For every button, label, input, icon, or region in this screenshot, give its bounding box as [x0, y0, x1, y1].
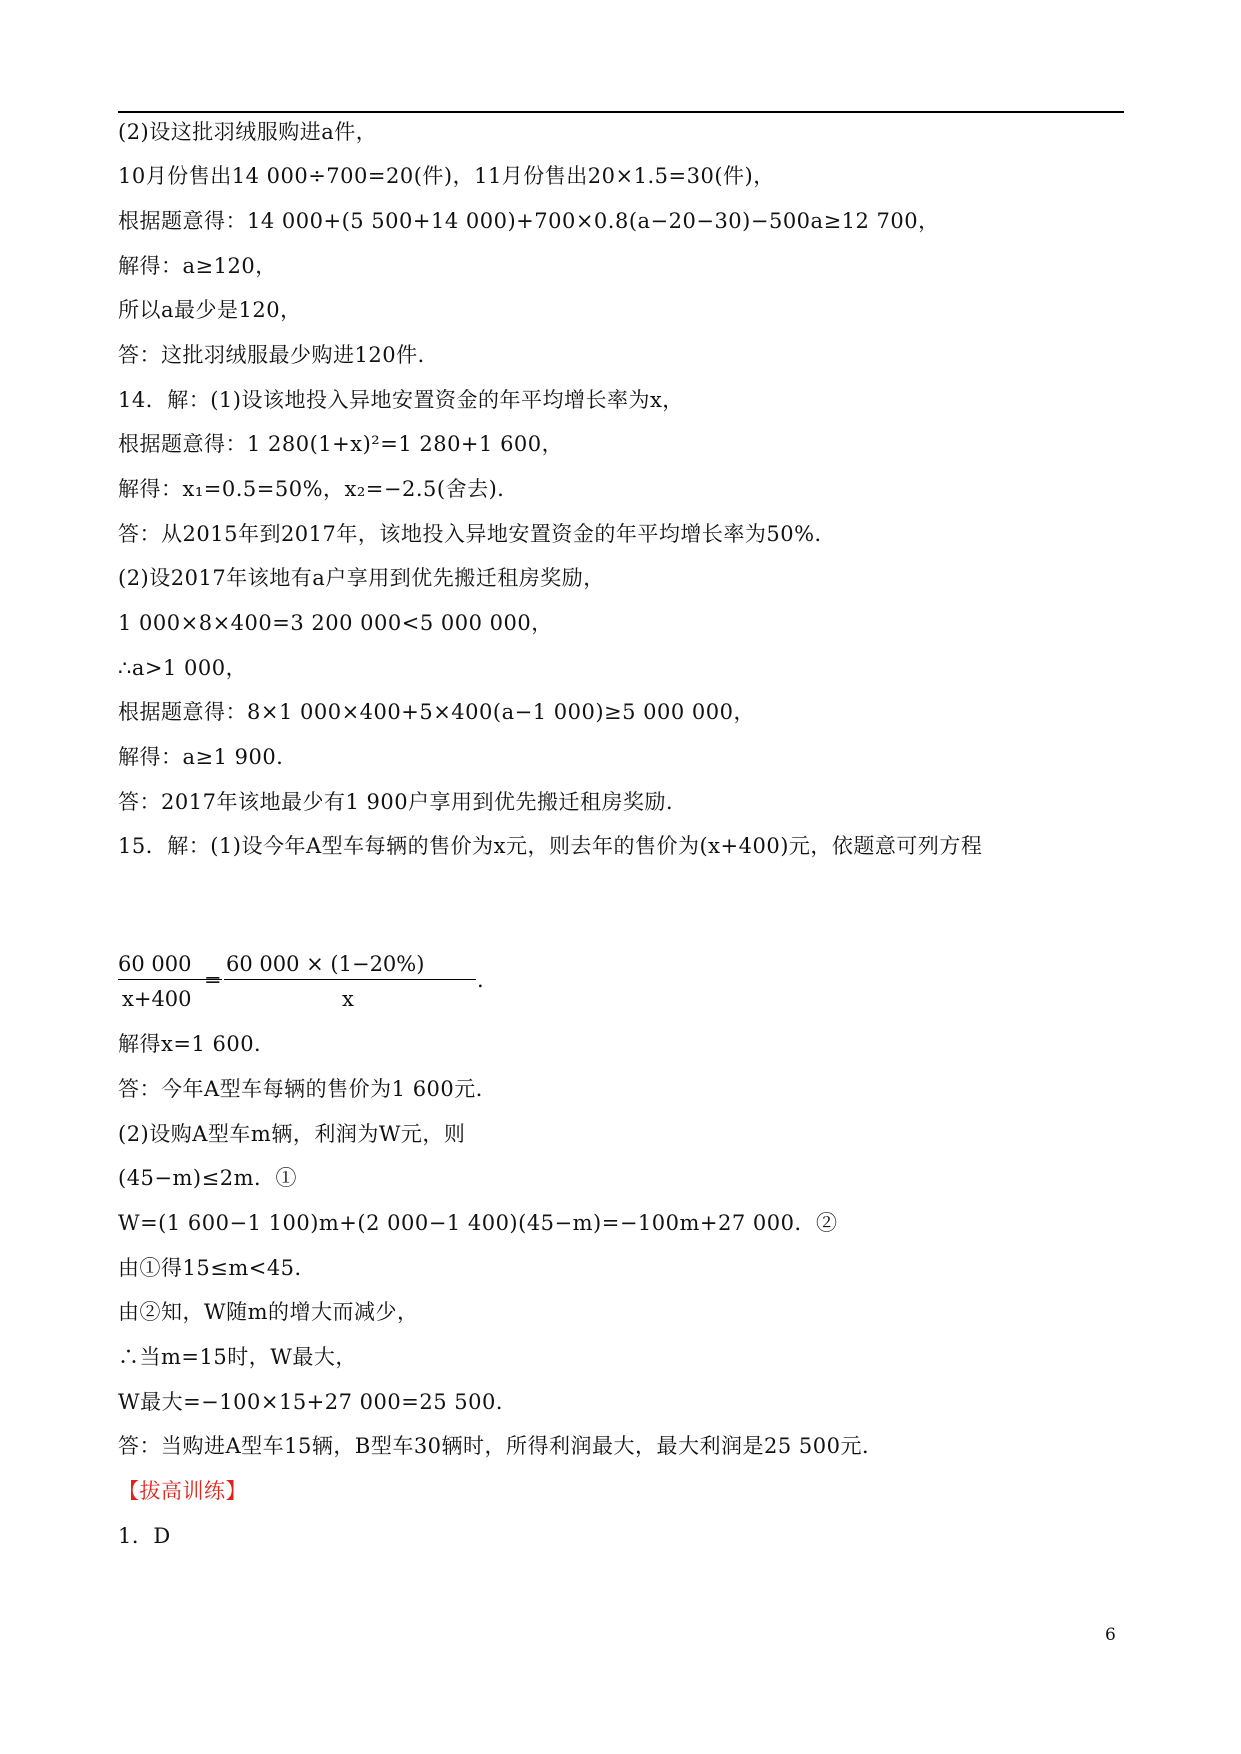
fraction-period: .: [477, 968, 484, 992]
text-line: W=(1 600−1 100)m+(2 000−1 400)(45−m)=−100m+27 000．②: [118, 1211, 838, 1235]
page-number: 6: [1105, 1625, 1116, 1645]
text-line: 1 000×8×400=3 200 000<5 000 000，: [118, 611, 553, 635]
text-line: 15．解：(1)设今年A型车每辆的售价为x元，则去年的售价为(x+400)元，依题意可列方程: [118, 834, 983, 858]
text-line: W最大=−100×15+27 000=25 500．: [118, 1390, 518, 1414]
text-line: 答：从2015年到2017年，该地投入异地安置资金的年平均增长率为50%．: [118, 522, 837, 546]
fraction-left-numerator: 60 000: [118, 952, 192, 976]
text-line: (45−m)≤2m．①: [118, 1166, 297, 1190]
text-line: 解得：a≥1 900．: [118, 745, 298, 769]
text-line: 解得：a≥120，: [118, 254, 277, 278]
fraction-right-denominator: x: [342, 987, 354, 1011]
text-line: 根据题意得：1 280(1+x)²=1 280+1 600，: [118, 432, 564, 456]
text-line: ∴a>1 000，: [118, 656, 248, 680]
text-line: 1．D: [118, 1524, 171, 1548]
text-line: 14．解：(1)设该地投入异地安置资金的年平均增长率为x，: [118, 388, 684, 412]
text-line: 所以a最少是120，: [118, 298, 302, 322]
text-line: (2)设这批羽绒服购进a件，: [118, 120, 378, 144]
section-heading: 【拔高训练】: [118, 1479, 247, 1503]
text-line: 答：2017年该地最少有1 900户享用到优先搬迁租房奖励．: [118, 790, 688, 814]
text-line: 答：这批羽绒服最少购进120件．: [118, 343, 440, 367]
fraction-right-numerator: 60 000 × (1−20%): [226, 952, 425, 976]
fraction-right-bar: [224, 979, 476, 980]
text-line: 答：今年A型车每辆的售价为1 600元．: [118, 1077, 498, 1101]
text-line: 答：当购进A型车15辆，B型车30辆时，所得利润最大，最大利润是25 500元．: [118, 1434, 884, 1458]
fraction-left-denominator: x+400: [122, 987, 192, 1011]
text-line: 由②知，W随m的增大而减少，: [118, 1300, 419, 1324]
text-line: ∴当m=15时，W最大，: [118, 1345, 357, 1369]
text-line: 10月份售出14 000÷700=20(件)，11月份售出20×1.5=30(件)，: [118, 164, 775, 188]
text-line: 解得：x₁=0.5=50%，x₂=−2.5(舍去)．: [118, 477, 519, 501]
text-line: 由①得15≤m<45．: [118, 1256, 317, 1280]
text-line: (2)设2017年该地有a户享用到优先搬迁租房奖励，: [118, 566, 605, 590]
text-line: 根据题意得：8×1 000×400+5×400(a−1 000)≥5 000 000，: [118, 700, 755, 724]
text-line: 解得x=1 600．: [118, 1032, 276, 1056]
text-line: 根据题意得：14 000+(5 500+14 000)+700×0.8(a−20−30)−500a≥12 700，: [118, 209, 940, 233]
fraction-equals: =: [204, 968, 222, 992]
header-rule: [118, 111, 1124, 113]
text-line: (2)设购A型车m辆，利润为W元，则: [118, 1122, 466, 1146]
